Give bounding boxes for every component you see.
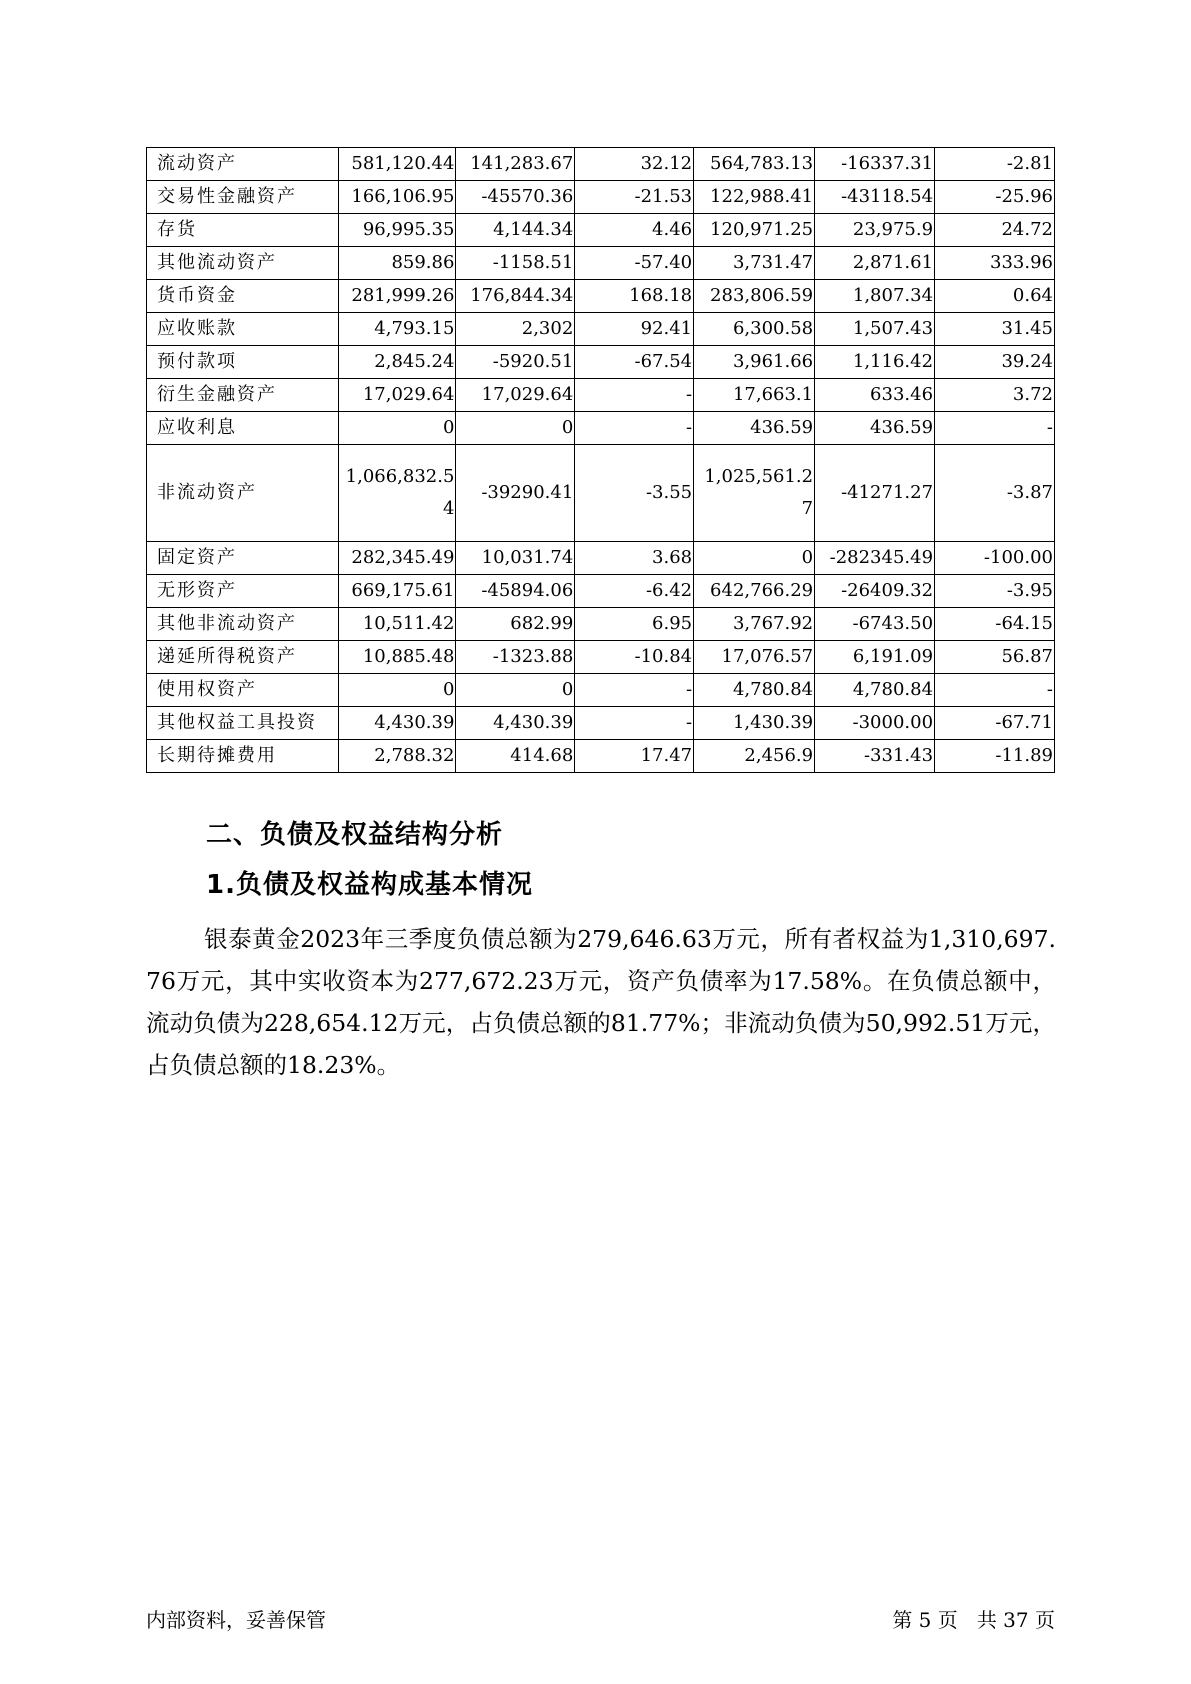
row-label-cell: 固定资产 [147,542,339,575]
value-cell: 436.59 [815,412,935,445]
table-row [147,740,1055,773]
value-cell: 436.59 [694,412,815,445]
value-cell: 92.41 [575,313,694,346]
row-label-cell: 其他流动资产 [147,247,339,280]
subsection-title: 1.负债及权益构成基本情况 [206,870,533,900]
value-cell: 6.95 [575,608,694,641]
value-cell: 1,507.43 [815,313,935,346]
value-cell: -41271.27 [815,445,935,542]
value-cell: 10,031.74 [456,542,575,575]
value-cell: 282,345.49 [338,542,456,575]
value-cell: 4,430.39 [456,707,575,740]
value-cell: -3.95 [935,575,1055,608]
row-label-cell: 预付款项 [147,346,339,379]
table-row [147,280,1055,313]
value-cell: 168.18 [575,280,694,313]
table-row [147,542,1055,575]
table-row [147,346,1055,379]
value-cell: -16337.31 [815,148,935,181]
row-label-cell: 交易性金融资产 [147,181,339,214]
value-cell: -1158.51 [456,247,575,280]
value-cell: 0 [338,674,456,707]
value-cell: -3.55 [575,445,694,542]
value-cell: 32.12 [575,148,694,181]
value-cell: -26409.32 [815,575,935,608]
row-label-cell: 无形资产 [147,575,339,608]
value-cell: -25.96 [935,181,1055,214]
value-cell: 3.72 [935,379,1055,412]
row-label-cell: 非流动资产 [147,445,339,542]
value-cell: 120,971.25 [694,214,815,247]
table-row [147,412,1055,445]
value-cell: -21.53 [575,181,694,214]
table-row [147,445,1055,542]
value-cell: 414.68 [456,740,575,773]
value-cell: 4,780.84 [694,674,815,707]
value-cell: 96,995.35 [338,214,456,247]
asset-structure-table [146,147,1055,773]
value-cell: 166,106.95 [338,181,456,214]
value-cell: -67.54 [575,346,694,379]
table-row [147,674,1055,707]
table-row [147,641,1055,674]
table-row [147,575,1055,608]
section-title: 二、负债及权益结构分析 [206,820,504,850]
table-row [147,247,1055,280]
value-cell: 859.86 [338,247,456,280]
row-label-cell: 衍生金融资产 [147,379,339,412]
row-label-cell: 存货 [147,214,339,247]
value-cell: 564,783.13 [694,148,815,181]
value-cell: 281,999.26 [338,280,456,313]
value-cell: 633.46 [815,379,935,412]
row-label-cell: 使用权资产 [147,674,339,707]
value-cell: 3,731.47 [694,247,815,280]
row-label-cell: 应收账款 [147,313,339,346]
value-cell: 1,025,561.27 [694,445,815,542]
row-label-cell: 货币资金 [147,280,339,313]
value-cell: 1,807.34 [815,280,935,313]
value-cell: -100.00 [935,542,1055,575]
value-cell: 642,766.29 [694,575,815,608]
value-cell: -331.43 [815,740,935,773]
value-cell: - [575,674,694,707]
value-cell: 39.24 [935,346,1055,379]
table-body [147,148,1055,773]
value-cell: 56.87 [935,641,1055,674]
table-row [147,379,1055,412]
value-cell: 581,120.44 [338,148,456,181]
value-cell: 23,975.9 [815,214,935,247]
row-label-cell: 流动资产 [147,148,339,181]
value-cell: -45894.06 [456,575,575,608]
value-cell: -10.84 [575,641,694,674]
value-cell: 10,885.48 [338,641,456,674]
value-cell: -11.89 [935,740,1055,773]
value-cell: 141,283.67 [456,148,575,181]
value-cell: -6743.50 [815,608,935,641]
value-cell: 2,845.24 [338,346,456,379]
value-cell: -3000.00 [815,707,935,740]
value-cell: -3.87 [935,445,1055,542]
value-cell: -64.15 [935,608,1055,641]
value-cell: -282345.49 [815,542,935,575]
value-cell: -57.40 [575,247,694,280]
value-cell: 2,871.61 [815,247,935,280]
analysis-paragraph: 银泰黄金2023年三季度负债总额为279,646.63万元，所有者权益为1,310,697.76万元，其中实收资本为277,672.23万元，资产负债率为17.58%。在负债总额中，流动负债为228,654.12万元，占负债总额的81.77%；非流动负债为50,992.51万元，占负债总额的18.23%。 [146,925,1056,1079]
value-cell: 6,191.09 [815,641,935,674]
value-cell: 0 [456,674,575,707]
value-cell: 3.68 [575,542,694,575]
value-cell: 0 [338,412,456,445]
row-label-cell: 其他非流动资产 [147,608,339,641]
value-cell: 17,663.1 [694,379,815,412]
value-cell: 176,844.34 [456,280,575,313]
table-row [147,181,1055,214]
value-cell: 682.99 [456,608,575,641]
value-cell: 10,511.42 [338,608,456,641]
value-cell: 24.72 [935,214,1055,247]
value-cell: 3,961.66 [694,346,815,379]
value-cell: 3,767.92 [694,608,815,641]
row-label-cell: 递延所得税资产 [147,641,339,674]
value-cell: 17,029.64 [338,379,456,412]
table-row [147,214,1055,247]
value-cell: - [575,707,694,740]
value-cell: 283,806.59 [694,280,815,313]
value-cell: -39290.41 [456,445,575,542]
value-cell: -6.42 [575,575,694,608]
value-cell: -5920.51 [456,346,575,379]
value-cell: 122,988.41 [694,181,815,214]
value-cell: 2,788.32 [338,740,456,773]
value-cell: 4,144.34 [456,214,575,247]
footer-confidential-note: 内部资料，妥善保管 [146,1608,326,1632]
value-cell: 333.96 [935,247,1055,280]
value-cell: - [935,674,1055,707]
footer-page-number: 第 5 页 共 37 页 [892,1608,1055,1632]
value-cell: - [575,379,694,412]
value-cell: -67.71 [935,707,1055,740]
value-cell: 17.47 [575,740,694,773]
row-label-cell: 长期待摊费用 [147,740,339,773]
value-cell: 0 [456,412,575,445]
value-cell: 0.64 [935,280,1055,313]
table-row [147,148,1055,181]
value-cell: 1,116.42 [815,346,935,379]
value-cell: 1,430.39 [694,707,815,740]
value-cell: 17,076.57 [694,641,815,674]
value-cell: 2,302 [456,313,575,346]
value-cell: 1,066,832.54 [338,445,456,542]
row-label-cell: 其他权益工具投资 [147,707,339,740]
value-cell: 2,456.9 [694,740,815,773]
value-cell: -1323.88 [456,641,575,674]
value-cell: 17,029.64 [456,379,575,412]
value-cell: 31.45 [935,313,1055,346]
value-cell: 6,300.58 [694,313,815,346]
value-cell: -43118.54 [815,181,935,214]
value-cell: 4,780.84 [815,674,935,707]
value-cell: - [575,412,694,445]
table-row [147,313,1055,346]
value-cell: - [935,412,1055,445]
value-cell: 669,175.61 [338,575,456,608]
value-cell: 4,793.15 [338,313,456,346]
value-cell: 4,430.39 [338,707,456,740]
value-cell: -45570.36 [456,181,575,214]
row-label-cell: 应收利息 [147,412,339,445]
value-cell: 0 [694,542,815,575]
table-row [147,608,1055,641]
value-cell: -2.81 [935,148,1055,181]
value-cell: 4.46 [575,214,694,247]
table-row [147,707,1055,740]
